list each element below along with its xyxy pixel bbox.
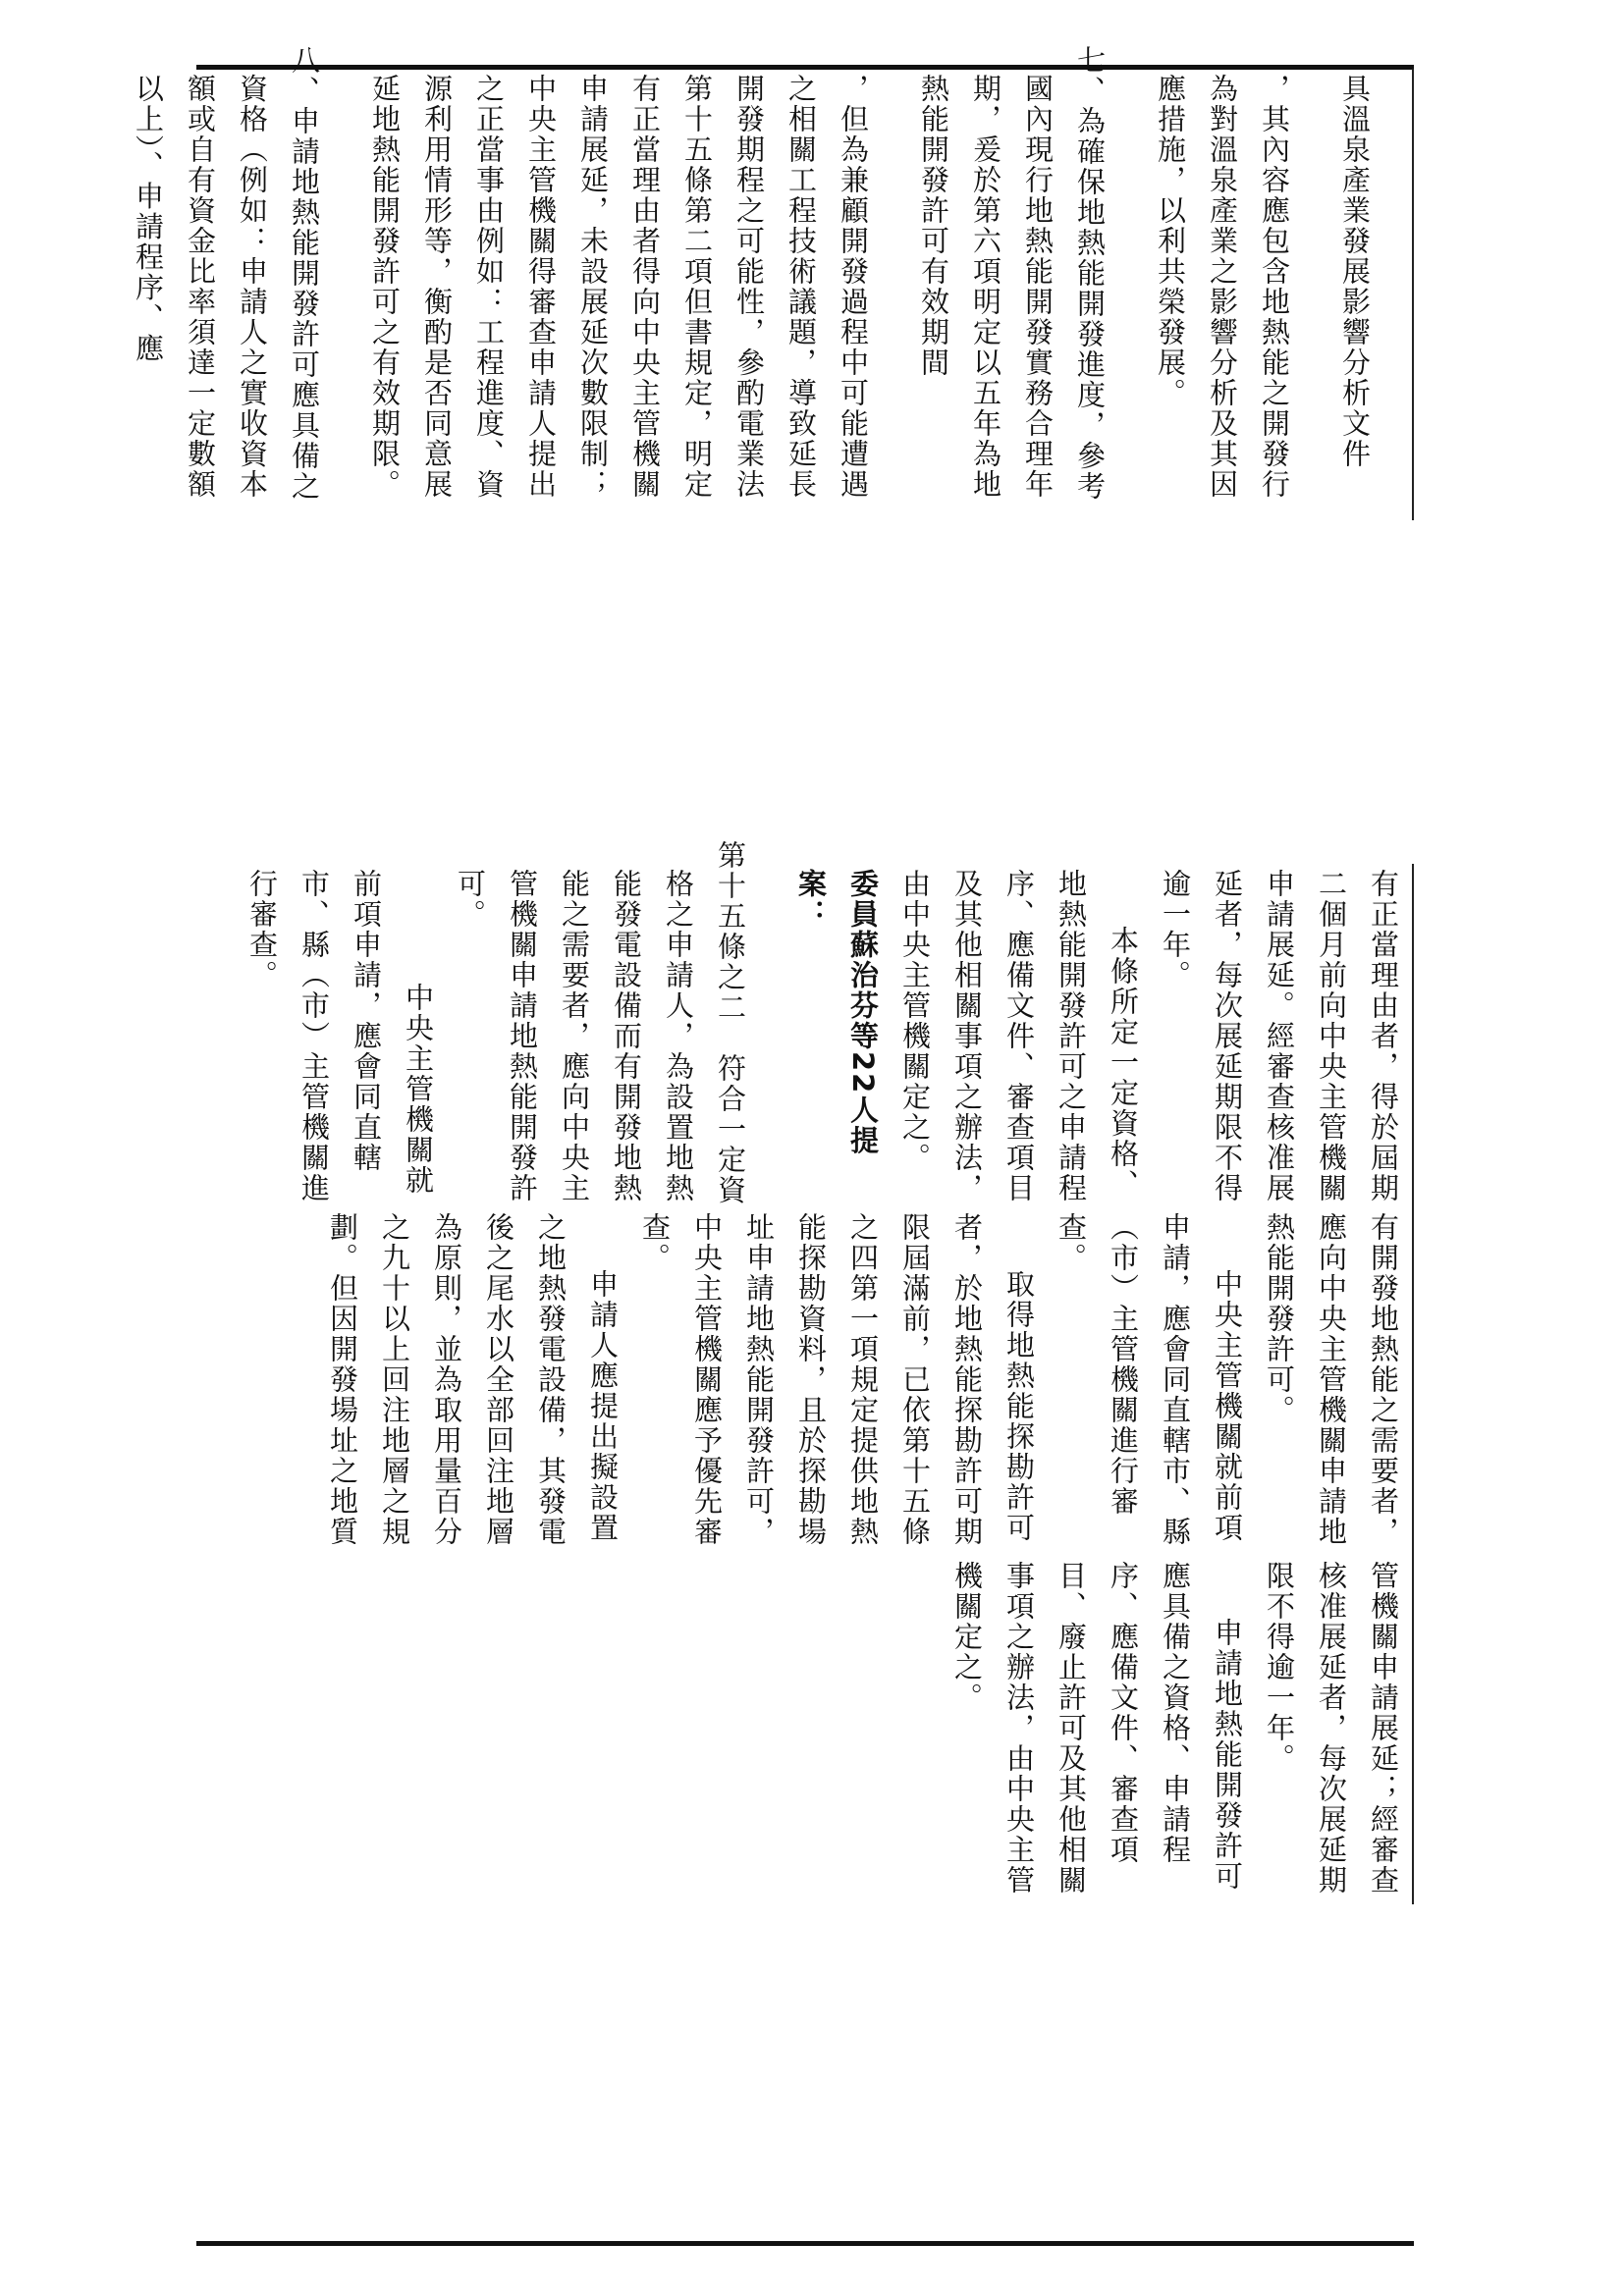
proposal-heading-num: 22 <box>846 1051 880 1095</box>
government-p1: 管機關申請展延；經審查核准展延者，每次展延期限不得逾一年。 <box>1263 1561 1400 1896</box>
proposal-p1: 有正當理由者，得於屆期二個月前向中央主管機關申請展延。經審查核准展延者，每次展延期限不得逾一年。 <box>1159 869 1400 1203</box>
proposal-column <box>245 840 1409 1207</box>
explanation-p1: 具溫泉產業發展影響分析文件 <box>1338 74 1372 469</box>
bottom-rule <box>196 2241 1414 2246</box>
explanation-item-7: 七、為確保地熱能開發進度，參考國內現行地熱能開發實務合理年期，爰於第六項明定以五年為地熱能開發許可有效期間 <box>917 45 1107 502</box>
explanation-p2: ，其內容應包含地熱能之開發行為對溫泉產業之影響分析及其因應措施，以利共榮發展。 <box>1154 74 1291 500</box>
proposal-heading-a: 委員蘇治芬等 <box>846 869 880 1051</box>
proposal-heading-colon: ： <box>794 899 828 930</box>
proposal-heading-b: 人提案 <box>794 869 880 1156</box>
current-law-column <box>206 1212 1409 1556</box>
government-version-column <box>854 1561 1409 1904</box>
proposal-p2: 本條所定一定資格、地熱能開發許可之申請程序、應備文件、審查項目及其他相關事項之辦法，由中央主管機關定之。 <box>898 869 1140 1203</box>
explanation-item-8: 八、申請地熱能開發許可應具備之資格（例如：申請人之實收資本額或自有資金比率須達一定數額以上）、申請程序、應 <box>132 45 321 502</box>
government-p2: 申請地熱能開發許可應具備之資格、申請程序、應備文件、審查項目、廢止許可及其他相關事項之辦法，由中央主管機關定之。 <box>950 1561 1244 1896</box>
explanation-column <box>132 45 1409 520</box>
current-law-p1: 有開發地熱能之需要者，應向中央主管機關申請地熱能開發許可。 <box>1263 1212 1400 1547</box>
explanation-item-7-cont: ，但為兼顧開發過程中可能遭遇之相關工程技術議題，導致延長開發期程之可能性，參酌電業法第十五條第二項但書規定，明定有正當理由者得向中央主管機關申請展延，未設展延次數限制；中央主管機關得審查申請人提出之正當事由例如：工程進度、資源利用情形等，衡酌是否同意展延地熱能開發許可之有效期限。 <box>368 74 870 500</box>
top-rule <box>196 65 1414 70</box>
divider-middle-a <box>1412 1207 1414 1556</box>
proposal-article: 第十五條之二 符合一定資格之申請人，為設置地熱能發電設備而有開發地熱能之需要者，應向中央主管機關申請地熱能開發許可。 <box>454 840 747 1205</box>
current-law-p4: 申請人應提出擬設置之地熱發電設備，其發電後之尾水以全部回注地層為原則，並為取用量百分之九十以上回注地層之規劃。但因開發場址之地質 <box>326 1212 620 1547</box>
divider-left-middle <box>1412 1556 1414 1904</box>
proposal-heading <box>785 869 889 1207</box>
current-law-p2: 中央主管機關就前項申請，應會同直轄市、縣（市）主管機關進行審查。 <box>1055 1212 1244 1547</box>
divider-upper-right <box>1412 69 1414 520</box>
current-law-p3: 取得地熱能探勘許可者，於地熱能探勘許可期限屆滿前，已依第十五條之四第一項規定提供地熱能探勘資料，且於探勘場址申請地熱能開發許可，中央主管機關應予優先審查。 <box>638 1212 1036 1547</box>
proposal-p4: 中央主管機關就前項申請，應會同直轄市、縣（市）主管機關進行審查。 <box>245 869 435 1203</box>
divider-upper-middle <box>1412 864 1414 1207</box>
